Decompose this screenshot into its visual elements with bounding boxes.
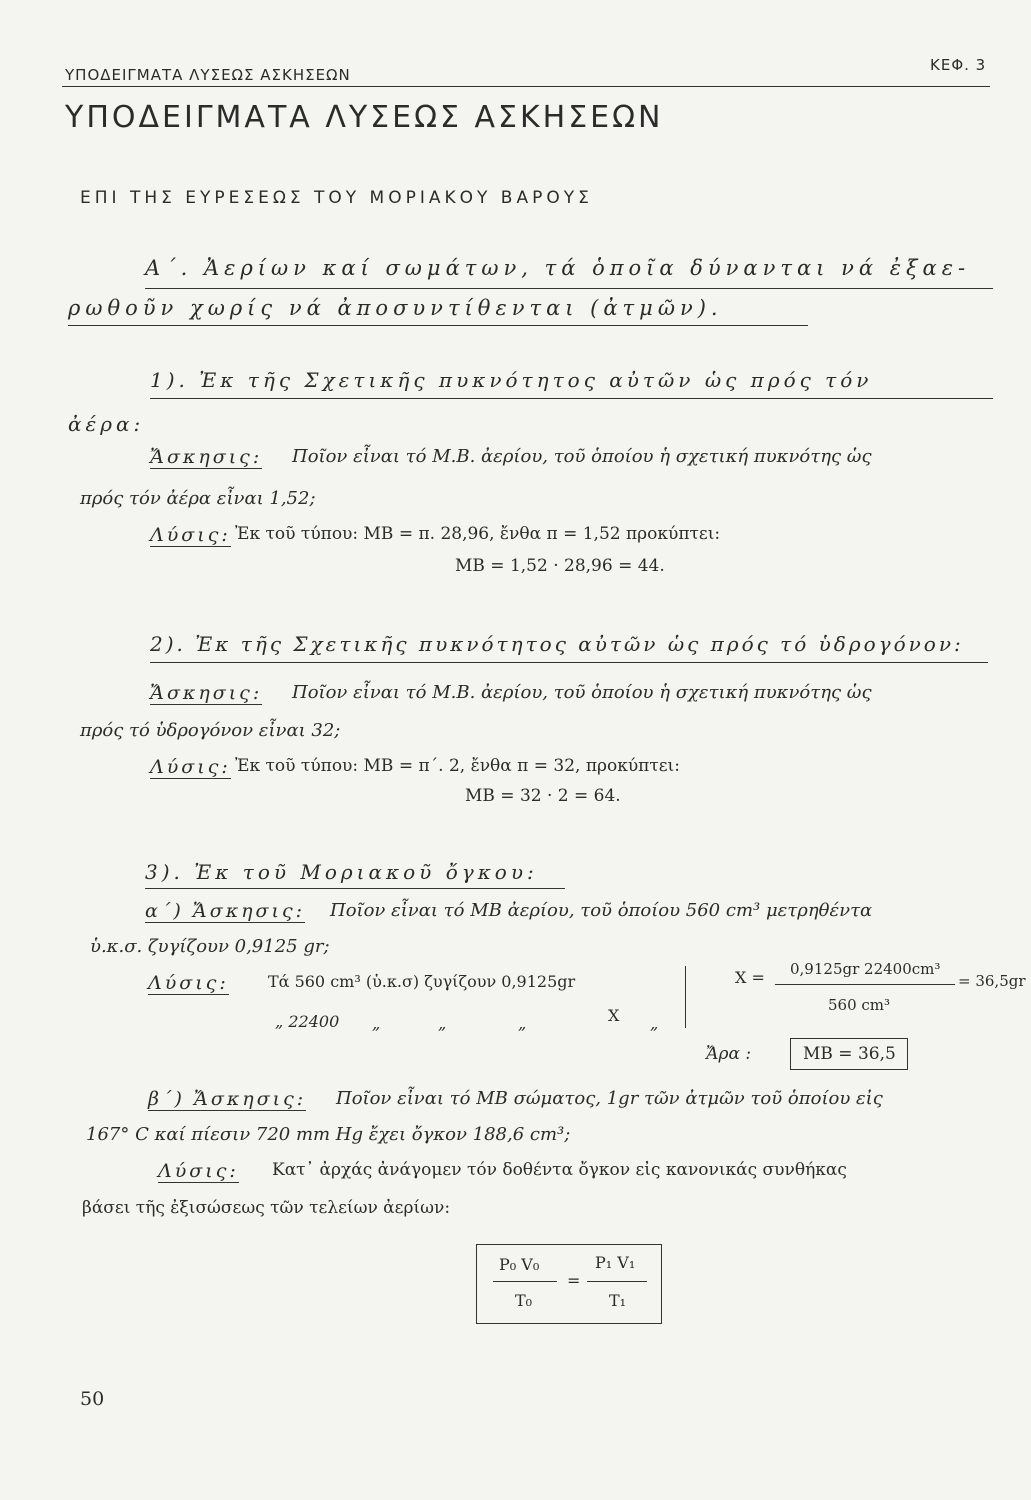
item3a-x-lhs: Χ =	[735, 968, 765, 987]
item3a-exercise-text: Ποῖον εἶναι τό ΜΒ ἀερίου, τοῦ ὁποίου 560 cm³ μετρηθέντα	[330, 900, 873, 921]
item1-heading-line1: 1). Ἐκ τῆς Σχετικῆς πυκνότητος αὐτῶν ὡς πρός τόν	[150, 368, 873, 392]
item3a-fraction-bar	[775, 984, 955, 985]
item2-result: ΜΒ = 32 · 2 = 64.	[465, 786, 621, 806]
eq-equals-sign: =	[567, 1271, 581, 1290]
item3b-solution-text: Κατ᾽ ἀρχάς ἀνάγομεν τόν δοθέντα ὄγκον εἰς κανονικάς συνθήκας	[272, 1160, 847, 1180]
page-subtitle: ΕΠΙ ΤΗΣ ΕΥΡΕΣΕΩΣ ΤΟΥ ΜΟΡΙΑΚΟΥ ΒΑΡΟΥΣ	[80, 188, 593, 208]
item3a-x-denominator: 560 cm³	[828, 996, 891, 1014]
page-title: ΥΠΟΔΕΙΓΜΑΤΑ ΛΥΣΕΩΣ ΑΣΚΗΣΕΩΝ	[65, 100, 664, 135]
item1-solution-text: Ἐκ τοῦ τύπου: ΜΒ = π. 28,96, ἔνθα π = 1,52 προκύπτει:	[235, 524, 721, 544]
item3a-exercise-text2: ὑ.κ.σ. ζυγίζουν 0,9125 gr;	[90, 936, 330, 957]
item2-exercise-text: Ποῖον εἶναι τό Μ.Β. ἀερίου, τοῦ ὁποίου ἡ σχετική πυκνότης ὡς	[292, 682, 872, 703]
header-rule	[62, 86, 990, 87]
eq-fraction-bar-right	[587, 1281, 647, 1282]
section-a-underline1	[145, 288, 993, 289]
eq-fraction-bar-left	[493, 1281, 557, 1282]
gas-equation-box	[476, 1244, 662, 1324]
item2-heading: 2). Ἐκ τῆς Σχετικῆς πυκνότητος αὐτῶν ὡς πρός τό ὑδρογόνον:	[150, 632, 964, 656]
item3a-ditto-2: „	[372, 1014, 381, 1033]
item3b-solution-label: Λύσις:	[158, 1160, 239, 1182]
item1-exercise-text: Ποῖον εἶναι τό Μ.Β. ἀερίου, τοῦ ὁποίου ἡ σχετική πυκνότης ὡς	[292, 446, 872, 467]
item3b-solution-text2: βάσει τῆς ἐξισώσεως τῶν τελείων ἀερίων:	[82, 1198, 451, 1218]
item2-solution-text: Ἐκ τοῦ τύπου: ΜΒ = π΄. 2, ἔνθα π = 32, προκύπτει:	[235, 756, 680, 776]
item3a-ditto-3: „	[438, 1014, 447, 1033]
item1-exercise-label: Ἄσκησις:	[150, 446, 263, 468]
item3a-exercise-label: α΄) Ἄσκησις:	[145, 900, 306, 922]
item3-heading: 3). Ἐκ τοῦ Μοριακοῦ ὄγκου:	[145, 860, 538, 884]
item3a-result-box	[790, 1038, 908, 1070]
running-header-title: ΥΠΟΔΕΙΓΜΑΤΑ ΛΥΣΕΩΣ ΑΣΚΗΣΕΩΝ	[65, 66, 351, 84]
section-a-line2: ρωθοῦν χωρίς νά ἀποσυντίθενται (ἀτμῶν).	[68, 296, 723, 320]
item1-heading-line2: ἀέρα:	[68, 412, 145, 436]
item3b-exercise-text2: 167° C καί πίεσιν 720 mm Hg ἔχει ὄγκον 188,6 cm³;	[86, 1124, 571, 1145]
item3a-solution-label: Λύσις:	[148, 972, 229, 994]
item3a-ditto-4: „	[518, 1014, 527, 1033]
item1-exercise-text2: πρός τόν ἀέρα εἶναι 1,52;	[80, 488, 316, 509]
chapter-label: ΚΕΦ. 3	[930, 56, 987, 74]
item3a-ditto-1: „ 22400	[275, 1012, 340, 1031]
item3b-exercise-label: β΄) Ἄσκησις:	[148, 1088, 307, 1110]
item1-result: ΜΒ = 1,52 · 28,96 = 44.	[455, 556, 665, 576]
eq-denominator-left: T₀	[515, 1291, 533, 1310]
item3b-exercise-text: Ποῖον εἶναι τό ΜΒ σώματος, 1gr τῶν ἀτμῶν τοῦ ὁποίου εἰς	[336, 1088, 883, 1109]
item3-heading-underline	[145, 888, 565, 889]
eq-numerator-left: P₀ V₀	[499, 1255, 540, 1274]
page-number: 50	[80, 1388, 105, 1410]
item3a-x-result: = 36,5gr	[958, 972, 1026, 990]
item3a-unknown-x: Χ	[608, 1006, 620, 1025]
item2-exercise-label: Ἄσκησις:	[150, 682, 263, 704]
eq-numerator-right: P₁ V₁	[595, 1253, 636, 1272]
item3a-x-numerator: 0,9125gr 22400cm³	[790, 960, 941, 978]
item3a-result-text: ΜΒ = 36,5	[803, 1044, 896, 1064]
item2-solution-label: Λύσις:	[150, 756, 231, 778]
eq-denominator-right: T₁	[609, 1291, 627, 1310]
item1-solution-label: Λύσις:	[150, 524, 231, 546]
item3a-solution-row1: Τά 560 cm³ (ὑ.κ.σ) ζυγίζουν 0,9125gr	[268, 972, 576, 991]
section-a-line1: Α΄. Ἀερίων καί σωμάτων, τά ὁποῖα δύνανται νά ἐξαε-	[145, 256, 971, 280]
item3a-ditto-5: „	[650, 1014, 659, 1033]
item3a-separator	[685, 966, 686, 1028]
item1-heading-underline	[150, 398, 993, 399]
section-a-underline2	[68, 325, 808, 326]
item3a-ara: Ἄρα :	[706, 1044, 752, 1064]
item2-exercise-text2: πρός τό ὑδρογόνον εἶναι 32;	[80, 720, 341, 741]
item2-heading-underline	[150, 662, 988, 663]
